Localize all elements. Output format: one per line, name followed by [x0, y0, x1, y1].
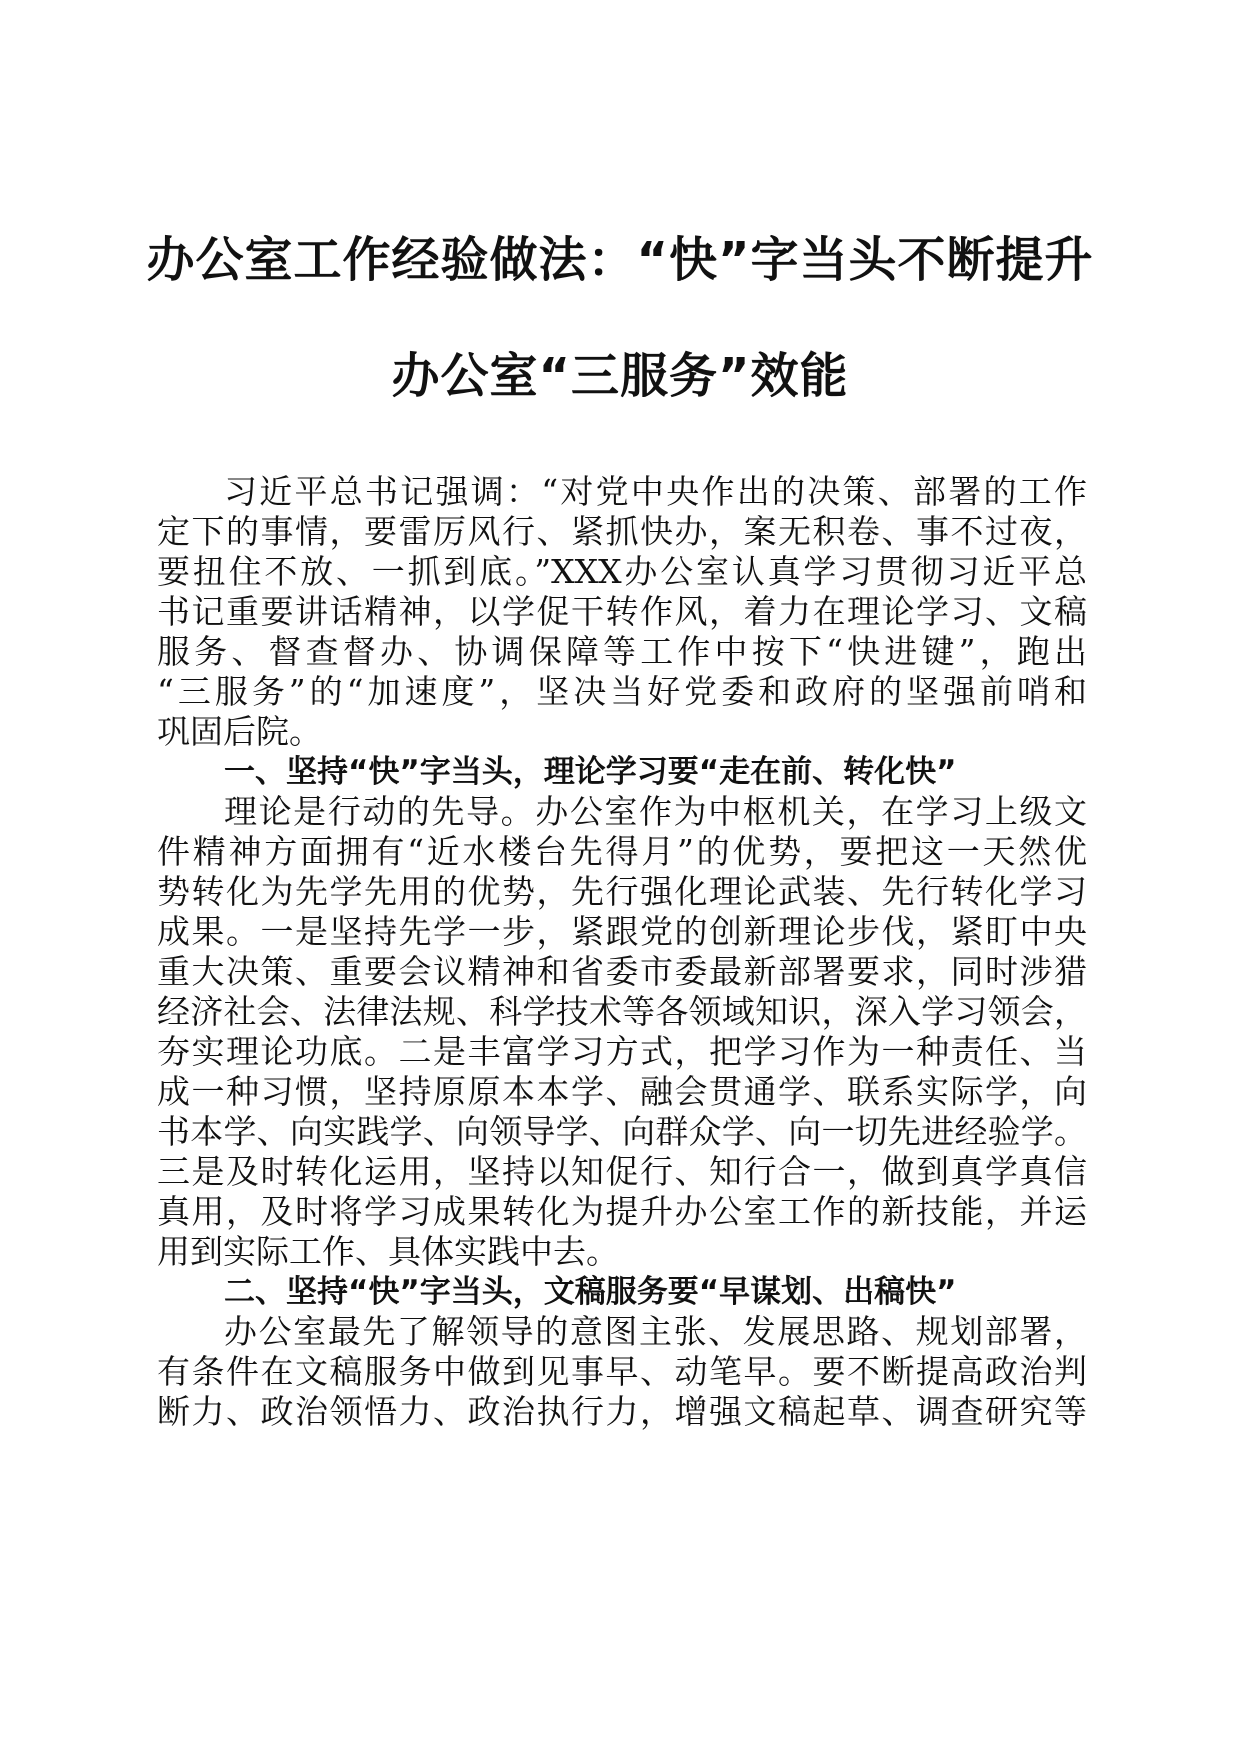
section-1-line: 书本学、向实践学、向领导学、向群众学、向一切先进经验学。	[157, 1112, 1087, 1151]
section-1-heading: 一、坚持“快”字当头，理论学习要“走在前、转化快”	[224, 754, 957, 790]
intro-line: 要扭住不放、一抓到底。”XXX办公室认真学习贯彻习近平总	[157, 552, 1087, 591]
intro-line: 定下的事情，要雷厉风行、紧抓快办，案无积卷、事不过夜，	[157, 512, 1087, 551]
section-1-line: 重大决策、重要会议精神和省委市委最新部署要求，同时涉猎	[157, 952, 1087, 991]
document-title-line-1: 办公室工作经验做法：“快”字当头不断提升	[146, 232, 1094, 288]
section-2-line: 断力、政治领悟力、政治执行力，增强文稿起草、调查研究等	[157, 1392, 1087, 1431]
section-1-line: 势转化为先学先用的优势，先行强化理论武装、先行转化学习	[157, 872, 1087, 911]
section-1-line: 成果。一是坚持先学一步，紧跟党的创新理论步伐，紧盯中央	[157, 912, 1087, 951]
section-2-line: 有条件在文稿服务中做到见事早、动笔早。要不断提高政治判	[157, 1352, 1087, 1391]
section-2-line: 办公室最先了解领导的意图主张、发展思路、规划部署，	[224, 1312, 1087, 1351]
intro-line: 习近平总书记强调：“对党中央作出的决策、部署的工作	[224, 472, 1087, 511]
intro-line: “三服务”的“加速度”，坚决当好党委和政府的坚强前哨和	[157, 672, 1087, 711]
intro-line: 巩固后院。	[157, 712, 322, 751]
intro-line: 服务、督查督办、协调保障等工作中按下“快进键”，跑出	[157, 632, 1087, 671]
section-1-line: 夯实理论功底。二是丰富学习方式，把学习作为一种责任、当	[157, 1032, 1087, 1071]
section-1-line: 成一种习惯，坚持原原本本学、融会贯通学、联系实际学，向	[157, 1072, 1087, 1111]
section-1-line: 真用，及时将学习成果转化为提升办公室工作的新技能，并运	[157, 1192, 1087, 1231]
section-2-heading: 二、坚持“快”字当头，文稿服务要“早谋划、出稿快”	[224, 1274, 957, 1310]
document-title-line-2: 办公室“三服务”效能	[391, 348, 849, 404]
section-1-line: 三是及时转化运用，坚持以知促行、知行合一，做到真学真信	[157, 1152, 1087, 1191]
section-1-line: 理论是行动的先导。办公室作为中枢机关，在学习上级文	[224, 792, 1087, 831]
section-1-line: 件精神方面拥有“近水楼台先得月”的优势，要把这一天然优	[157, 832, 1087, 871]
section-1-line: 用到实际工作、具体实践中去。	[157, 1232, 619, 1271]
section-1-line: 经济社会、法律法规、科学技术等各领域知识，深入学习领会，	[157, 992, 1087, 1031]
intro-line: 书记重要讲话精神，以学促干转作风，着力在理论学习、文稿	[157, 592, 1087, 631]
